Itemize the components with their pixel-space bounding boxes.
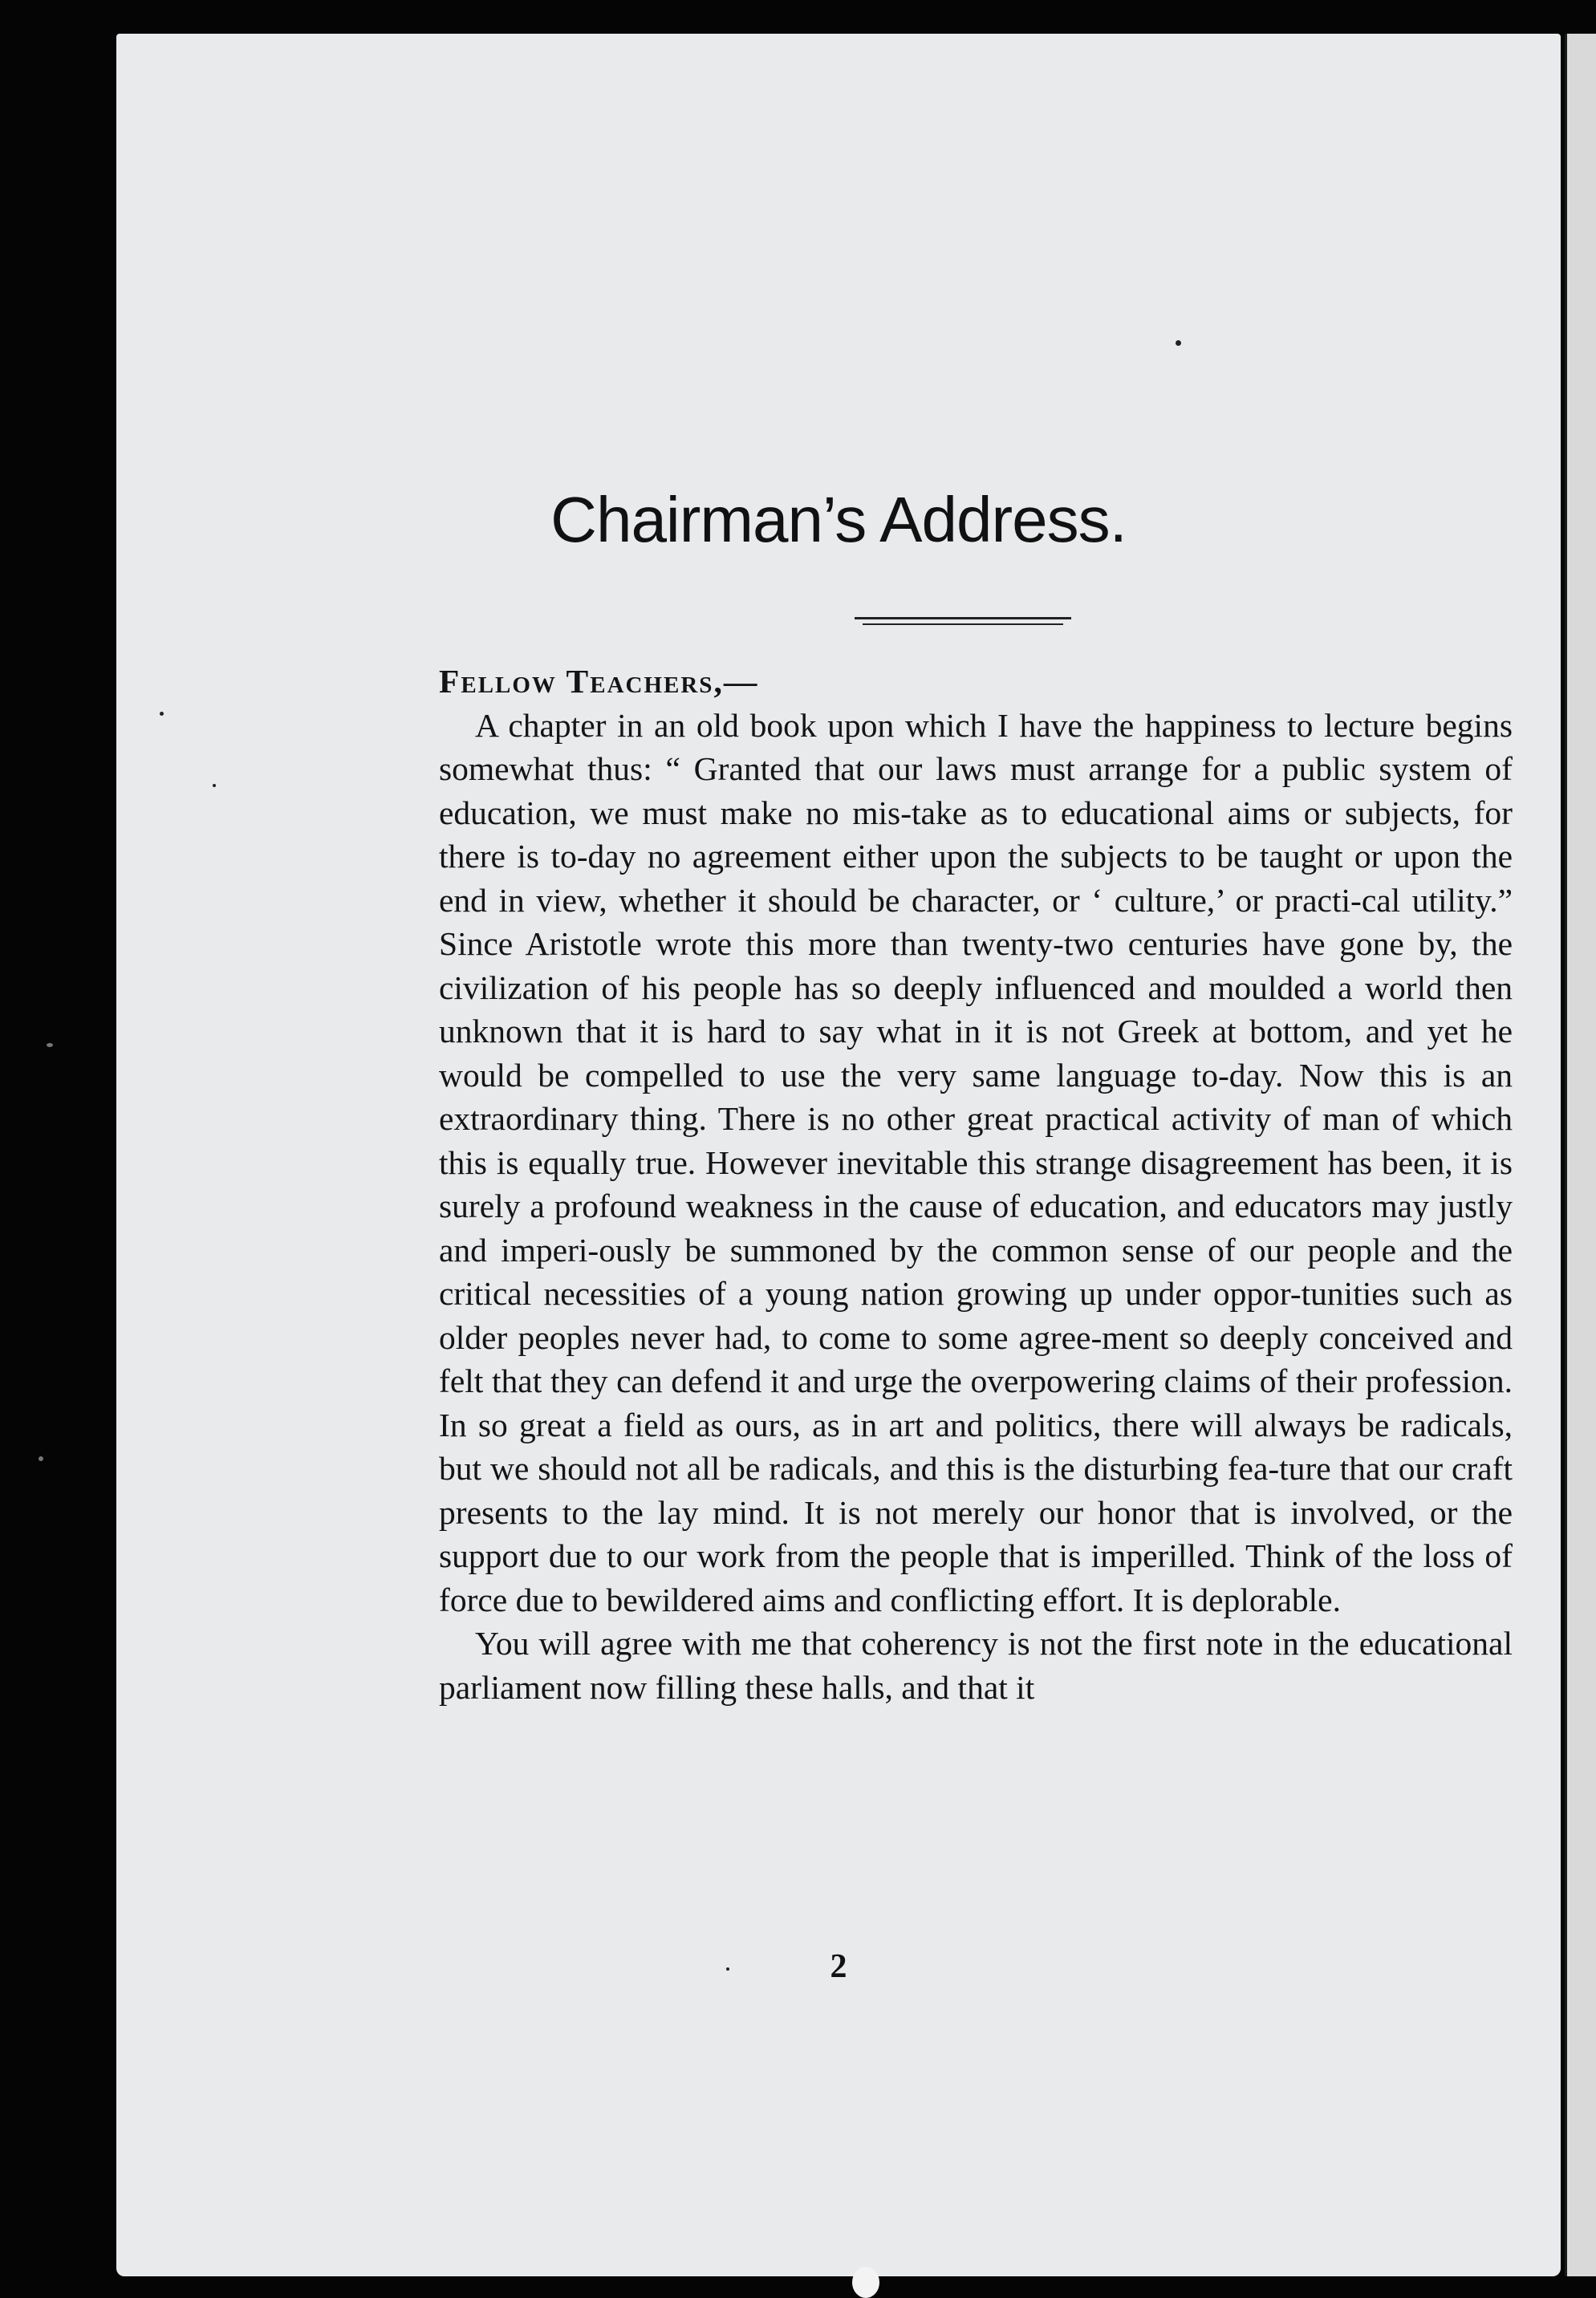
scan-speck	[39, 1456, 43, 1461]
body-text	[439, 660, 1513, 1709]
page-number: 2	[830, 1948, 847, 1985]
title-rule-upper	[855, 617, 1071, 619]
page-title: Chairman’s Address.	[550, 484, 1127, 555]
scan-blob	[852, 2267, 879, 2298]
title-rule-lower	[863, 623, 1063, 625]
paragraph-1: A chapter in an old book upon which I have the happiness to lecture begins somewhat thus: “ Granted that our laws must arrange for a public system of education, we must make no mis-take as to educational aims or subjects, for there is to-day no agreement either upon the subjects to be taught or upon the end in view, whether it should be character, or ‘ culture,’ or practi-cal utility.” Since Aristotle wrote this more than twenty-two centuries have gone by, the civilization of his people has so deeply influenced and moulded a world then unknown that it is hard to say what in it is not Greek at bottom, and yet he would be compelled to use the very same language to-day. Now this is an extraordinary thing. There is no other great practical activity of man of which this is equally true. However inevitable this strange disagreement has been, it is surely a profound weakness in the cause of education, and educators may justly and imperi-ously be summoned by the common sense of our people and the critical necessities of a young nation growing up under oppor-tunities such as older peoples never had, to come to some agree-ment so deeply conceived and felt that they can defend it and urge the overpowering claims of their profession. In so great a field as ours, as in art and politics, there will always be radicals, but we should not all be radicals, and this is the disturbing fea-ture that our craft presents to the lay mind. It is not merely our honor that is involved, or the support due to our work from the people that is imperilled. Think of the loss of force due to bewildered aims and conflicting effort. It is deplorable.	[439, 706, 1513, 1618]
adjacent-page-edge	[1565, 34, 1596, 2276]
scan-speck	[47, 1043, 53, 1047]
scan-speck	[213, 784, 216, 787]
scan-speck	[1176, 340, 1181, 346]
scan-speck	[726, 1967, 729, 1971]
scan-speck	[160, 712, 164, 716]
salutation: Fellow Teachers,—	[439, 663, 759, 700]
paragraph-2: You will agree with me that coherency is not the first note in the educational parliament now filling these halls, and that it	[439, 1625, 1513, 1706]
document-page	[116, 34, 1561, 2276]
